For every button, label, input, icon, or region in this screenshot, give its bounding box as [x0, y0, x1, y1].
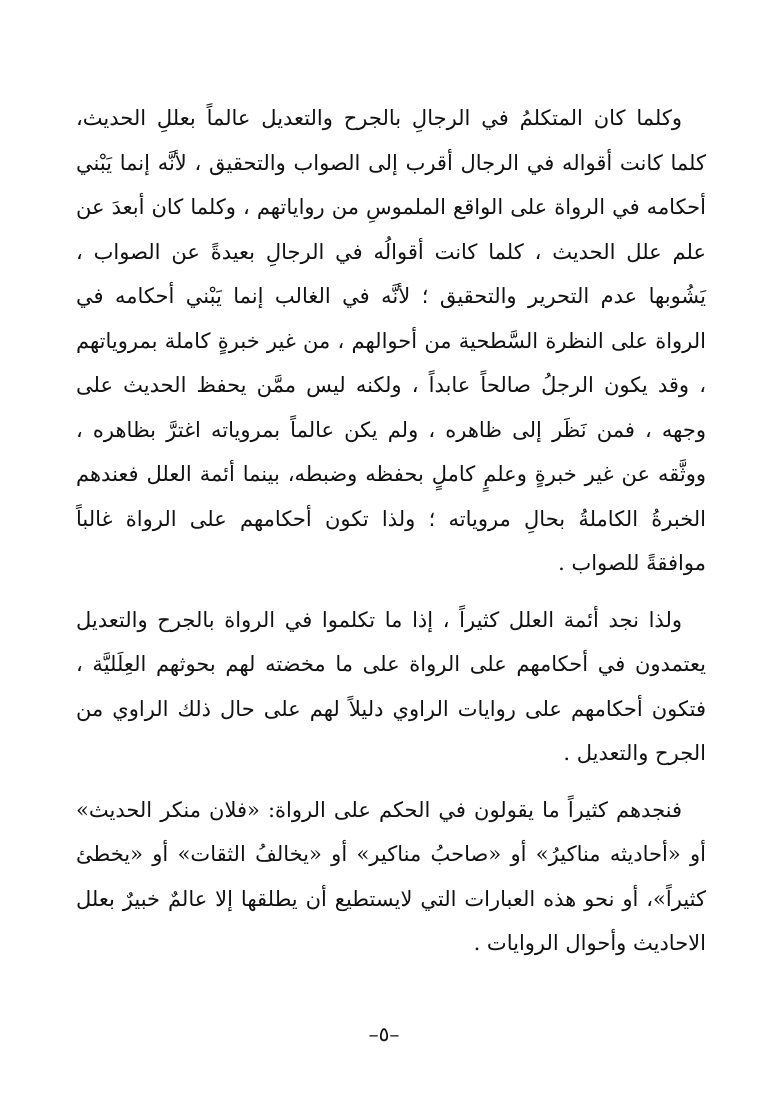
body-text — [76, 96, 706, 966]
paragraph-1: وكلما كان المتكلمُ في الرجالِ بالجرح والتعديل عالماً بعللِ الحديث، كلما كانت أقواله في الرجال أقرب إلى الصواب والتحقيق ، لأنَّه إنما يَبْني أحكامه في الرواة على الواقع الملموسِ من رواياتهم ، وكلما كان أبعدَ عن علم علل الحديث ، كلما كانت أقوالُه في الرجالِ بعيدةً عن الصواب ، يَشُوبها عدم التحرير والتحقيق ؛ لأنَّه في الغالب إنما يَبْني أحكامه في الرواة على النظرة السَّطحية من أحوالهم ، من غير خبرةٍ كاملة بمروياتهم ، وقد يكون الرجلُ صالحاً عابداً ، ولكنه ليس ممَّن يحفظ الحديث على وجهه ، فمن نَظَر إلى ظاهره ، ولم يكن عالماً بمروياته اغترَّ بظاهره ، ووثَّقه عن غير خبرةٍ وعلمٍ كاملٍ بحفظه وضبطه، بينما أئمة العلل فعندهم الخبرةُ الكاملةُ بحالِ مروياته ؛ ولذا تكون أحكامهم على الرواة غالباً موافقةً للصواب . — [76, 106, 706, 575]
paragraph-3: فنجدهم كثيراً ما يقولون في الحكم على الرواة: «فلان منكر الحديث» أو «أحاديثه مناكيرُ» أو «صاحبُ مناكير» أو «يخالفُ الثقات» أو «يخطئ كثيراً»، أو نحو هذه العبارات التي لايستطيع أن يطلقها إلا عالمٌ خبيرٌ بعلل الاحاديث وأحوال الروايات . — [76, 797, 706, 955]
paragraph-2: ولذا نجد أئمة العلل كثيراً ، إذا ما تكلموا في الرواة بالجرح والتعديل يعتمدون في أحكامهم على الرواة على ما مخضته لهم بحوثهم العِلَليَّة ، فتكون أحكامهم على روايات الراوي دليلاً لهم على حال ذلك الراوي من الجرح والتعديل . — [76, 607, 706, 765]
page-number: –٥– — [368, 1022, 400, 1046]
